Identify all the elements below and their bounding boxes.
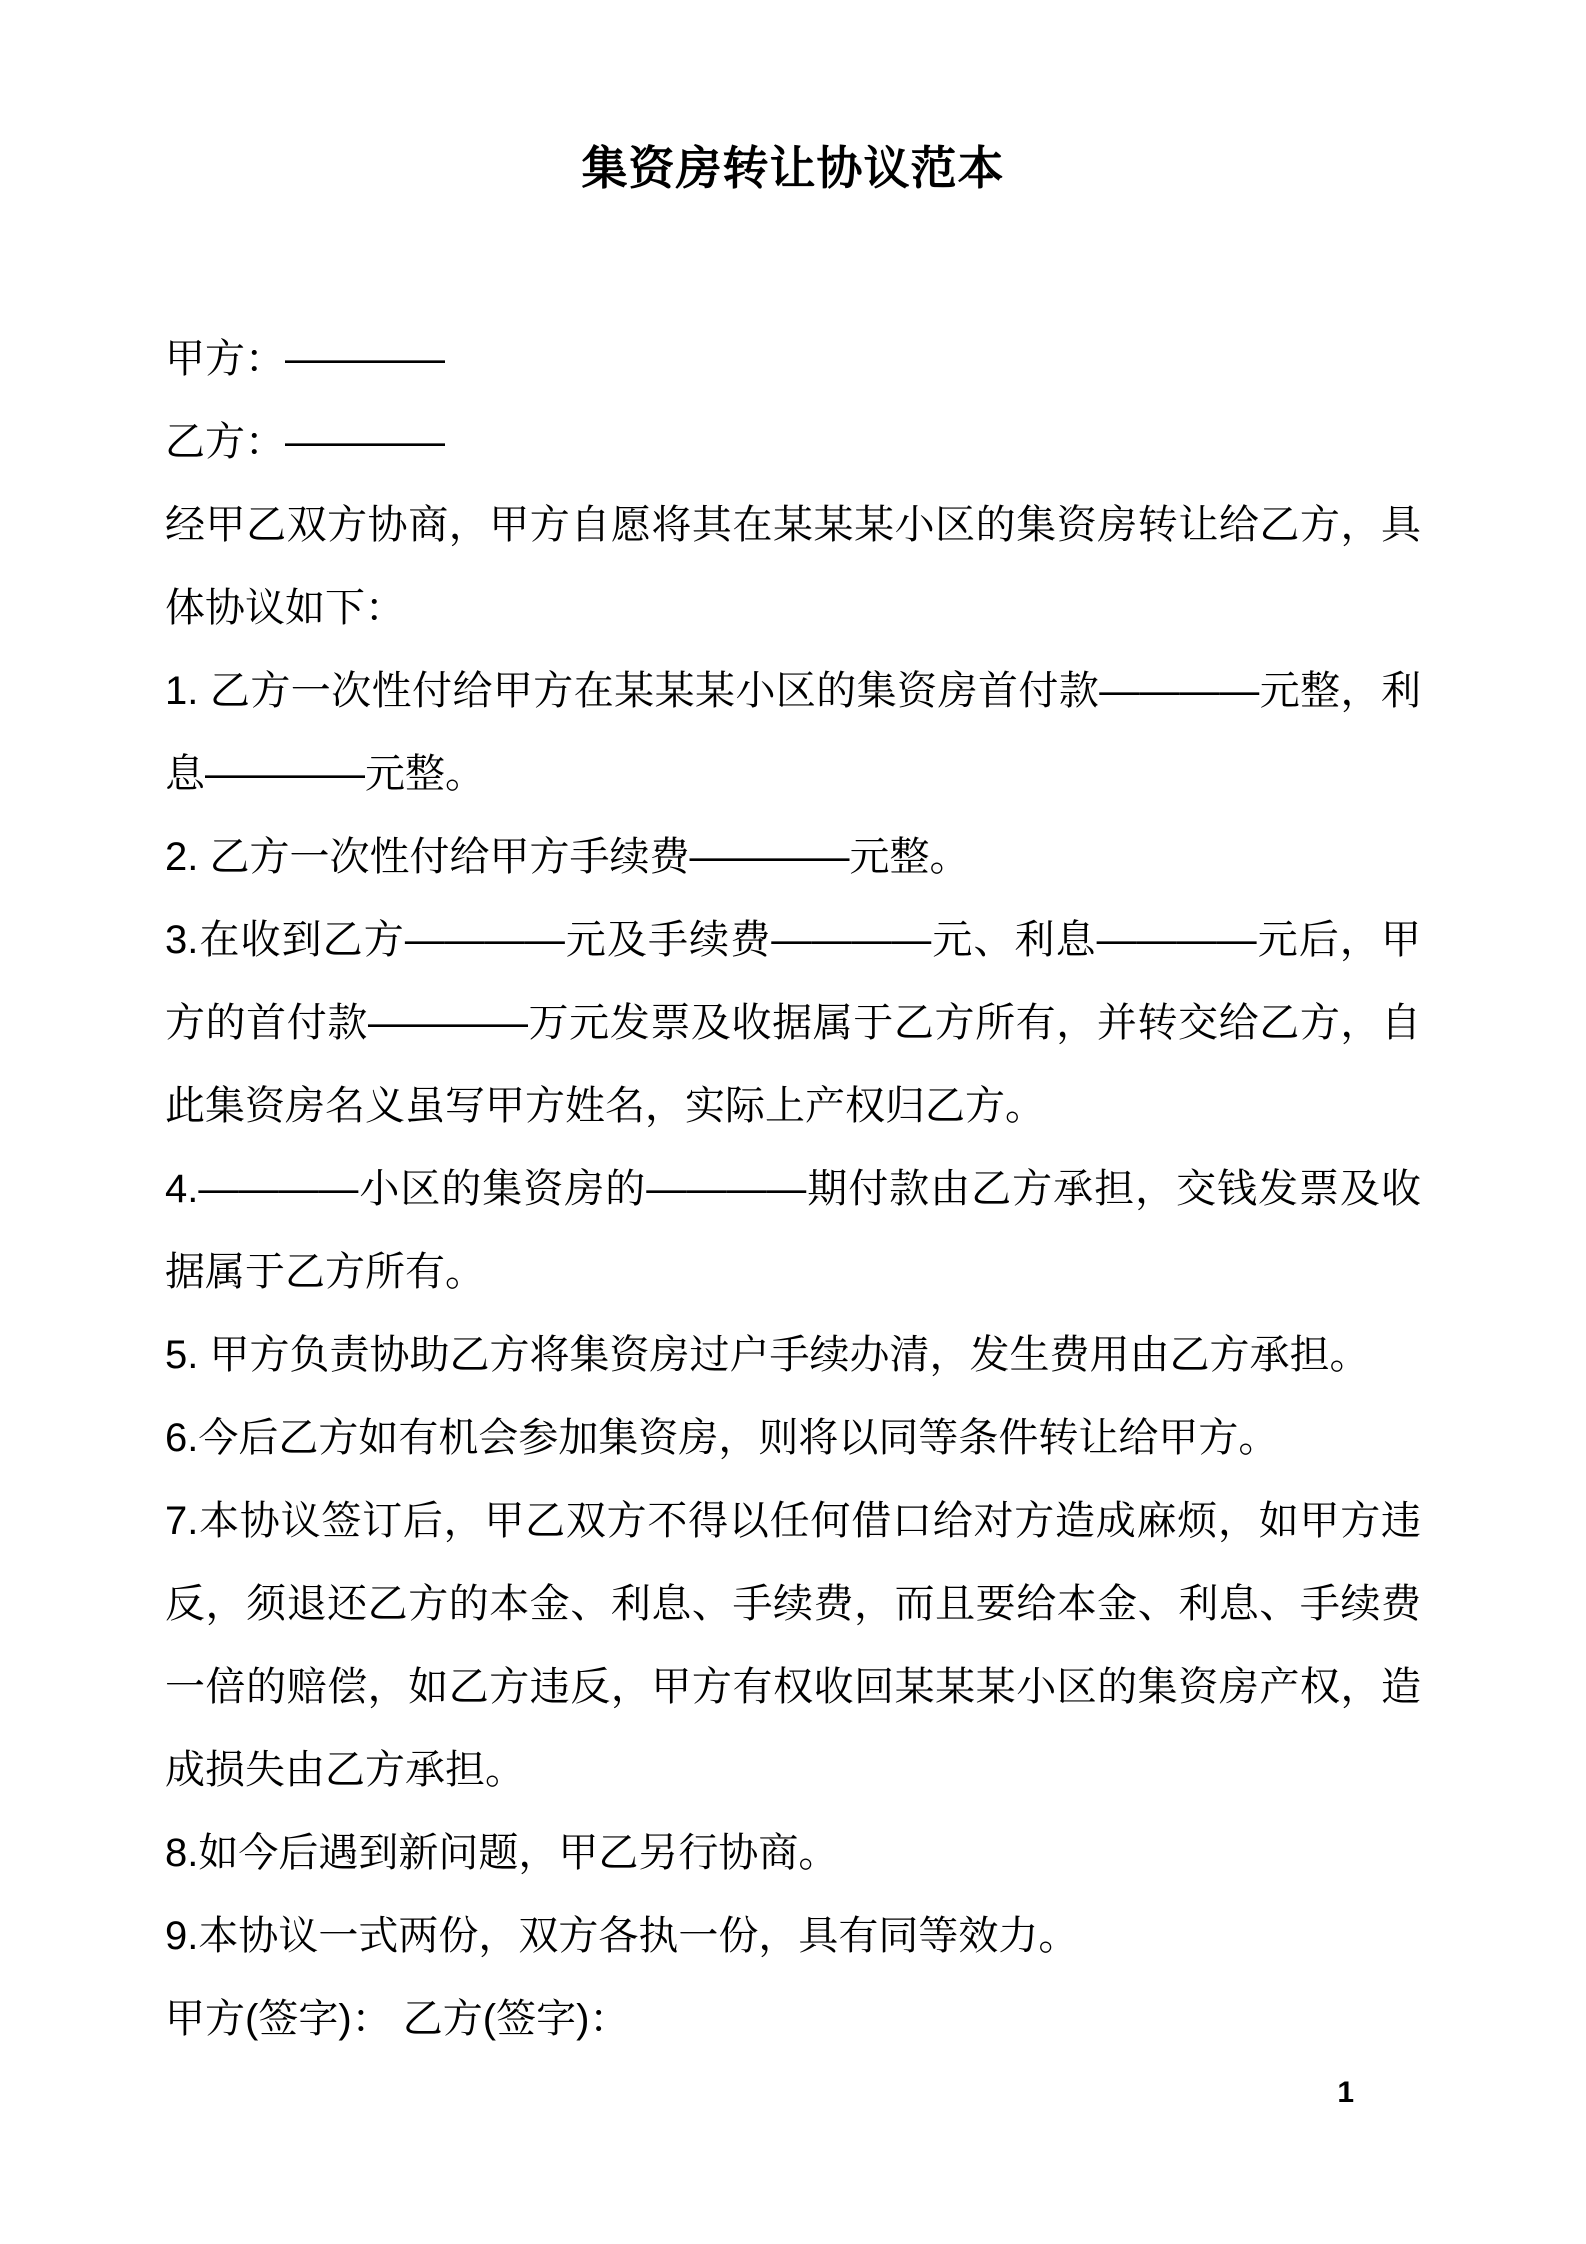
clause-5: 5. 甲方负责协助乙方将集资房过户手续办清，发生费用由乙方承担。 <box>165 1333 1370 1377</box>
party-b-line: 乙方：———— <box>165 420 445 464</box>
clause-3: 3.在收到乙方————元及手续费————元、利息————元后，甲方的首付款————万元发票及收据属于乙方所有，并转交给乙方，自此集资房名义虽写甲方姓名，实际上产权归乙方。 <box>165 918 1421 1128</box>
preamble: 经甲乙双方协商，甲方自愿将其在某某某小区的集资房转让给乙方，具体协议如下： <box>165 503 1421 630</box>
clause-7: 7.本协议签订后，甲乙双方不得以任何借口给对方造成麻烦，如甲方违反，须退还乙方的本金、利息、手续费，而且要给本金、利息、手续费一倍的赔偿，如乙方违反，甲方有权收回某某某小区的集资房产权，造成损失由乙方承担。 <box>165 1499 1421 1792</box>
clause-8: 8.如今后遇到新问题，甲乙另行协商。 <box>165 1831 839 1875</box>
clause-6: 6.今后乙方如有机会参加集资房，则将以同等条件转让给甲方。 <box>165 1416 1279 1460</box>
document-title: 集资房转让协议范本 <box>581 142 1005 194</box>
clause-2: 2. 乙方一次性付给甲方手续费————元整。 <box>165 835 970 879</box>
signature-line: 甲方(签字)： 乙方(签字)： <box>165 1997 630 2041</box>
clause-4: 4.————小区的集资房的————期付款由乙方承担，交钱发票及收据属于乙方所有。 <box>165 1167 1421 1294</box>
document-body <box>165 318 1421 2061</box>
clause-9: 9.本协议一式两份，双方各执一份，具有同等效力。 <box>165 1914 1079 1958</box>
clause-1: 1. 乙方一次性付给甲方在某某某小区的集资房首付款————元整，利息————元整。 <box>165 669 1421 796</box>
page-number: 1 <box>1337 2076 1354 2109</box>
party-a-line: 甲方：———— <box>165 337 445 381</box>
